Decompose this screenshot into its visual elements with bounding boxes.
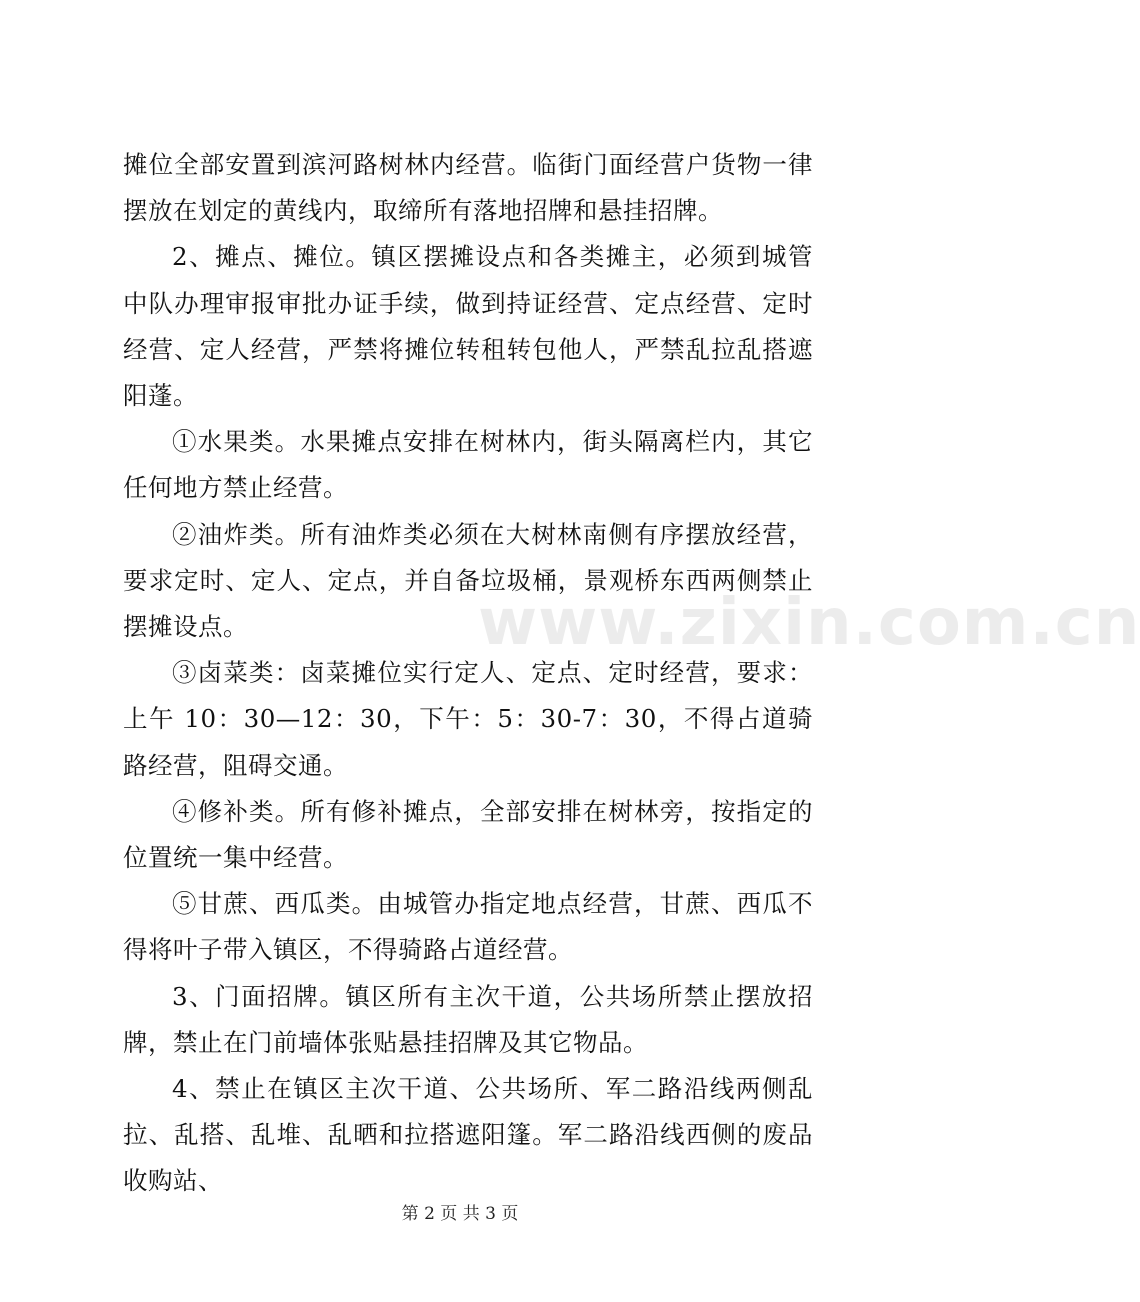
paragraph-9: 4、禁止在镇区主次干道、公共场所、军二路沿线两侧乱拉、乱搭、乱堆、乱晒和拉搭遮阳篷。军二路沿线西侧的废品收购站、 <box>123 1074 813 1196</box>
document-body <box>123 142 813 1205</box>
paragraph-7: ⑤甘蔗、西瓜类。由城管办指定地点经营，甘蔗、西瓜不得将叶子带入镇区，不得骑路占道经营。 <box>123 889 813 965</box>
paragraph-2: 2、摊点、摊位。镇区摆摊设点和各类摊主，必须到城管中队办理审报审批办证手续，做到持证经营、定点经营、定时经营、定人经营，严禁将摊位转租转包他人，严禁乱拉乱搭遮阳蓬。 <box>123 242 813 411</box>
watermark: www.zixin.com.cn <box>478 586 1140 660</box>
paragraph-1: 摊位全部安置到滨河路树林内经营。临街门面经营户货物一律摆放在划定的黄线内，取缔所有落地招牌和悬挂招牌。 <box>123 150 813 226</box>
paragraph-4: ②油炸类。所有油炸类必须在大树林南侧有序摆放经营，要求定时、定人、定点，并自备垃圾桶，景观桥东西两侧禁止摆摊设点。 <box>123 519 813 642</box>
page-footer: 第 2 页 共 3 页 <box>401 1204 519 1224</box>
paragraph-6: ④修补类。所有修补摊点，全部安排在树林旁，按指定的位置统一集中经营。 <box>123 796 813 873</box>
paragraph-8: 3、门面招牌。镇区所有主次干道，公共场所禁止摆放招牌，禁止在门前墙体张贴悬挂招牌及其它物品。 <box>123 981 813 1057</box>
paragraph-5: ③卤菜类：卤菜摊位实行定人、定点、定时经营，要求：上午 10：30—12：30，下午：5：30-7：30，不得占道骑路经营，阻碍交通。 <box>123 658 813 780</box>
paragraph-3: ①水果类。水果摊点安排在树林内，街头隔离栏内，其它任何地方禁止经营。 <box>123 427 813 503</box>
